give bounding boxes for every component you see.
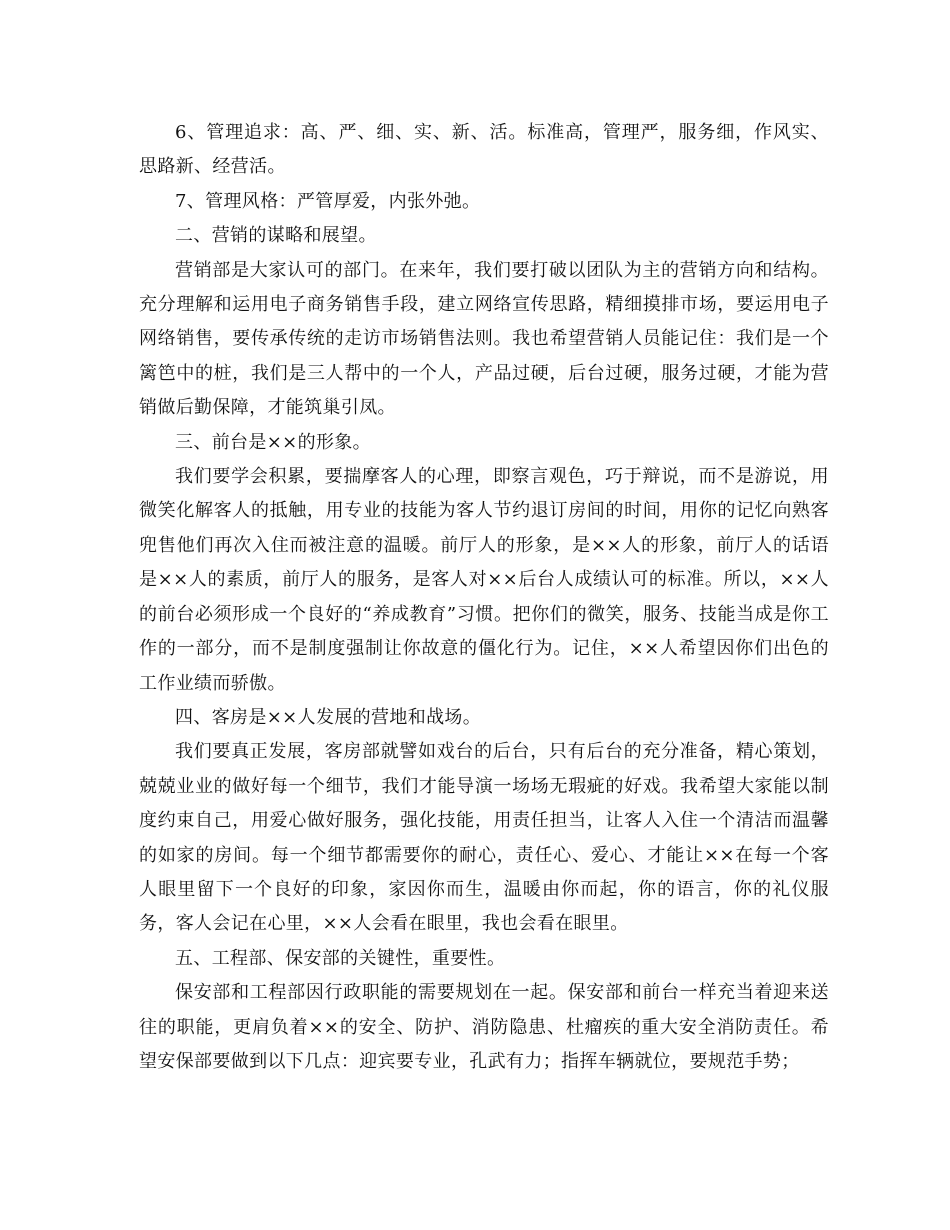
heading-engineering-security: 五、工程部、保安部的关键性，重要性。 bbox=[175, 947, 506, 969]
paragraph-management-pursuit: 6、管理追求：高、严、细、实、新、活。标准高，管理严，服务细，作风实、思路新、经营活。 bbox=[139, 122, 829, 178]
heading-marketing: 二、营销的谋略和展望。 bbox=[175, 225, 377, 247]
paragraph-management-style: 7、管理风格：严管厚爱，内张外弛。 bbox=[175, 190, 481, 212]
paragraph-engineering-security: 保安部和工程部因行政职能的需要规划在一起。保安部和前台一样充当着迎来送往的职能，更肩负着××的安全、防护、消防隐患、杜瘤疾的重大安全消防责任。希望安保部要做到以下几点：迎宾要专业，孔武有力；指挥车辆就位，要规范手势； bbox=[139, 982, 829, 1072]
paragraph-front-desk: 我们要学会积累，要揣摩客人的心理，即察言观色，巧于辩说，而不是游说，用微笑化解客人的抵触，用专业的技能为客人节约退订房间的时间，用你的记忆向熟客兜售他们再次入住而被注意的温暖。前厅人的形象，是××人的形象，前厅人的话语是××人的素质，前厅人的服务，是客人对××后台人成绩认可的标准。所以，××人的前台必须形成一个良好的“养成教育”习惯。把你们的微笑，服务、技能当成是你工作的一部分，而不是制度强制让你故意的僵化行为。记住，××人希望因你们出色的工作业绩而骄傲。 bbox=[139, 466, 829, 694]
paragraph-housekeeping: 我们要真正发展，客房部就譬如戏台的后台，只有后台的充分准备，精心策划，兢兢业业的做好每一个细节，我们才能导演一场场无瑕疵的好戏。我希望大家能以制度约束自己，用爱心做好服务，强化技能，用责任担当，让客人入住一个清洁而温馨的如家的房间。每一个细节都需要你的耐心，责任心、爱心、才能让××在每一个客人眼里留下一个良好的印象，家因你而生，温暖由你而起，你的语言，你的礼仪服务，客人会记在心里，××人会看在眼里，我也会看在眼里。 bbox=[139, 741, 829, 935]
document-body bbox=[139, 116, 829, 1079]
paragraph-marketing: 营销部是大家认可的部门。在来年，我们要打破以团队为主的营销方向和结构。充分理解和运用电子商务销售手段，建立网络宣传思路，精细摸排市场，要运用电子网络销售，要传承传统的走访市场销售法则。我也希望营销人员能记住：我们是一个篱笆中的桩，我们是三人帮中的一个人，产品过硬，后台过硬，服务过硬，才能为营销做后勤保障，才能筑巢引凤。 bbox=[139, 259, 829, 419]
heading-front-desk: 三、前台是××的形象。 bbox=[175, 431, 372, 453]
heading-housekeeping: 四、客房是××人发展的营地和战场。 bbox=[175, 706, 482, 728]
